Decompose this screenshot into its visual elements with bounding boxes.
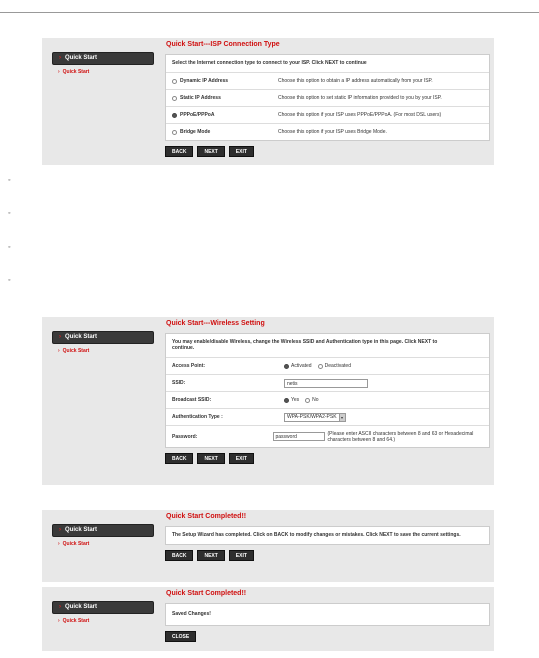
wireless-intro-text: You may enable/disable Wireless, change the Wireless SSID and Authentication type in this page. Click NEXT to continue. <box>172 339 438 351</box>
yes-label: Yes <box>291 397 300 403</box>
deactivated-label: Deactivated <box>324 363 351 369</box>
saved-button-bar <box>165 631 490 642</box>
chevron-right-icon: › <box>59 334 61 340</box>
quick-start-menu-label: Quick Start <box>65 334 98 340</box>
page-top-rule <box>0 12 539 13</box>
quick-start-menu-button[interactable] <box>52 52 154 65</box>
isp-option-row[interactable] <box>166 123 489 140</box>
broadcast-ssid-row <box>166 391 489 408</box>
sidebar <box>42 38 160 165</box>
exit-button[interactable]: EXIT <box>229 453 254 464</box>
option-description: Choose this option to set static IP information provided to you by your ISP. <box>278 95 442 101</box>
radio-bridge-mode[interactable] <box>172 130 177 135</box>
sidebar <box>42 317 160 485</box>
isp-options-box <box>165 54 490 141</box>
radio-dynamic-ip[interactable] <box>172 79 177 84</box>
radio-broadcast-no[interactable] <box>305 398 310 403</box>
chevron-right-icon: › <box>58 348 60 354</box>
quick-start-menu-label: Quick Start <box>65 55 98 61</box>
radio-static-ip[interactable] <box>172 96 177 101</box>
radio-broadcast-yes[interactable] <box>284 398 289 403</box>
saved-message-box <box>165 603 490 626</box>
wireless-content <box>165 317 490 464</box>
back-button[interactable]: BACK <box>165 146 193 157</box>
password-row <box>166 425 489 447</box>
quick-start-link[interactable] <box>52 348 154 354</box>
quick-start-menu-label: Quick Start <box>65 527 98 533</box>
password-label: Password: <box>172 433 198 440</box>
quick-start-menu-button[interactable] <box>52 524 154 537</box>
quick-start-link[interactable] <box>52 541 154 547</box>
access-point-label: Access Point: <box>172 363 206 369</box>
password-input[interactable]: password <box>273 432 325 441</box>
password-hint: (Please enter ASCII characters between 8 and 63 or Hexadecimal characters between 8 and 64.) <box>327 430 474 443</box>
next-button[interactable]: NEXT <box>197 453 224 464</box>
back-button[interactable]: BACK <box>165 550 193 561</box>
page-title: Quick Start Completed!! <box>166 513 247 520</box>
bullet-icon: ◦ <box>8 244 11 251</box>
exit-button[interactable]: EXIT <box>229 550 254 561</box>
chevron-right-icon: › <box>58 618 60 624</box>
bullet-icon: ◦ <box>8 277 11 284</box>
activated-label: Activated <box>291 363 312 369</box>
isp-option-row[interactable] <box>166 106 489 123</box>
page-title: Quick Start---Wireless Setting <box>166 320 265 327</box>
option-description: Choose this option to obtain a IP address automatically from your ISP. <box>278 78 433 84</box>
isp-intro-text: Select the Internet connection type to connect to your ISP. Click NEXT to continue <box>172 60 367 66</box>
auth-type-label: Authentication Type : <box>172 414 223 420</box>
quick-start-link-label: Quick Start <box>62 69 90 75</box>
radio-pppoe[interactable] <box>172 113 177 118</box>
ssid-input[interactable]: netis <box>284 379 368 388</box>
saved-content <box>165 587 490 642</box>
completed-message-box <box>165 526 490 545</box>
option-label: PPPoE/PPPoA <box>180 112 215 118</box>
broadcast-ssid-label: Broadcast SSID: <box>172 397 212 403</box>
option-description: Choose this option if your ISP uses Bridge Mode. <box>278 129 387 135</box>
wireless-button-bar <box>165 453 490 464</box>
isp-content <box>165 38 490 157</box>
next-button[interactable]: NEXT <box>197 146 224 157</box>
quick-start-link-label: Quick Start <box>62 618 90 624</box>
access-point-row <box>166 357 489 374</box>
auth-type-row <box>166 408 489 425</box>
wireless-setting-panel <box>42 317 494 485</box>
page-title: Quick Start Completed!! <box>166 590 247 597</box>
isp-connection-panel <box>42 38 494 165</box>
chevron-right-icon: › <box>58 541 60 547</box>
wireless-form-box <box>165 333 490 448</box>
ssid-label: SSID: <box>172 380 186 386</box>
chevron-right-icon: › <box>59 604 61 610</box>
back-button[interactable]: BACK <box>165 453 193 464</box>
next-button[interactable]: NEXT <box>197 550 224 561</box>
option-description: Choose this option if your ISP uses PPPoE/PPPoA. (For most DSL users) <box>278 112 442 118</box>
radio-deactivated[interactable] <box>318 364 323 369</box>
quick-start-link[interactable] <box>52 69 154 75</box>
page-title: Quick Start---ISP Connection Type <box>166 41 280 48</box>
quick-start-link[interactable] <box>52 618 154 624</box>
auth-type-value: WPA-PSK/WPA2-PSK <box>287 414 337 420</box>
sidebar <box>42 587 160 651</box>
quick-start-menu-button[interactable] <box>52 331 154 344</box>
saved-message: Saved Changes! <box>172 611 211 617</box>
quick-start-link-label: Quick Start <box>62 541 90 547</box>
quick-start-menu-button[interactable] <box>52 601 154 614</box>
option-label: Static IP Address <box>180 95 221 101</box>
close-button[interactable]: CLOSE <box>165 631 196 642</box>
sidebar <box>42 510 160 582</box>
completed-message: The Setup Wizard has completed. Click on BACK to modify changes or mistakes. Click NEXT to save the current settings. <box>172 532 461 538</box>
bullet-icon: ◦ <box>8 210 11 217</box>
saved-panel <box>42 587 494 651</box>
chevron-right-icon: › <box>59 55 61 61</box>
quick-start-link-label: Quick Start <box>62 348 90 354</box>
radio-activated[interactable] <box>284 364 289 369</box>
bullet-icon: ◦ <box>8 177 11 184</box>
isp-button-bar <box>165 146 490 157</box>
option-label: Bridge Mode <box>180 129 211 135</box>
completed-content <box>165 510 490 561</box>
chevron-down-icon: ▾ <box>339 414 345 421</box>
isp-option-row[interactable] <box>166 89 489 106</box>
isp-option-row[interactable] <box>166 72 489 89</box>
chevron-right-icon: › <box>58 69 60 75</box>
exit-button[interactable]: EXIT <box>229 146 254 157</box>
ssid-row <box>166 374 489 391</box>
quick-start-menu-label: Quick Start <box>65 604 98 610</box>
no-label: No <box>312 397 319 403</box>
chevron-right-icon: › <box>59 527 61 533</box>
completed-panel <box>42 510 494 582</box>
auth-type-select[interactable] <box>284 413 346 422</box>
completed-button-bar <box>165 550 490 561</box>
option-label: Dynamic IP Address <box>180 78 229 84</box>
